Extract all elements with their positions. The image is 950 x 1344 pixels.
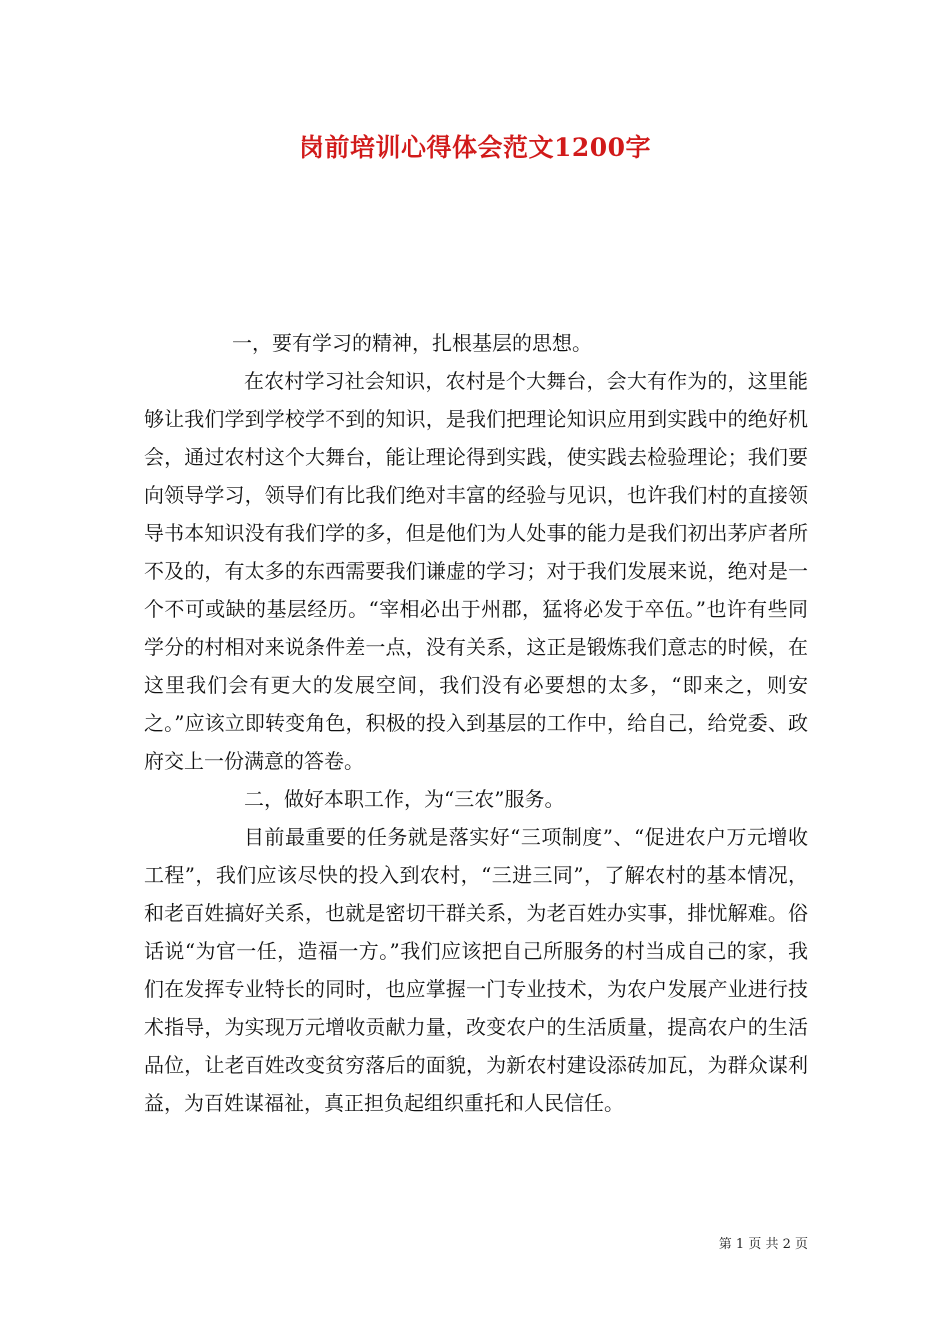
section-paragraph-2: 目前最重要的任务就是落实好“三项制度”、“促进农户万元增收工程”，我们应该尽快的投入到农村，“三进三同”，了解农村的基本情况，和老百姓搞好关系，也就是密切干群关系，为老百姓办实事，排忧解难。俗话说“为官一任，造福一方。”我们应该把自己所服务的村当成自己的家，我们在发挥专业特长的同时，也应掌握一门专业技术，为农户发展产业进行技术指导，为实现万元增收贡献力量，改变农户的生活质量，提高农户的生活品位，让老百姓改变贫穷落后的面貌，为新农村建设添砖加瓦，为群众谋利益，为百姓谋福祉，真正担负起组织重托和人民信任。 [144, 825, 808, 1115]
section-heading-1: 一，要有学习的精神，扎根基层的思想。 [232, 331, 592, 355]
section-paragraph-1: 在农村学习社会知识，农村是个大舞台，会大有作为的，这里能够让我们学到学校学不到的知识，是我们把理论知识应用到实践中的绝好机会，通过农村这个大舞台，能让理论得到实践，使实践去检验理论；我们要向领导学习，领导们有比我们绝对丰富的经验与见识，也许我们村的直接领导书本知识没有我们学的多，但是他们为人处事的能力是我们初出茅庐者所不及的，有太多的东西需要我们谦虚的学习；对于我们发展来说，绝对是一个不可或缺的基层经历。“宰相必出于州郡，猛将必发于卒伍。”也许有些同学分的村相对来说条件差一点，没有关系，这正是锻炼我们意志的时候，在这里我们会有更大的发展空间，我们没有必要想的太多，“即来之，则安之。”应该立即转变角色，积极的投入到基层的工作中，给自己，给党委、政府交上一份满意的答卷。 [144, 369, 808, 773]
section-heading-2: 二，做好本职工作，为“三农”服务。 [244, 787, 565, 811]
document-title: 岗前培训心得体会范文1200字 [298, 133, 652, 162]
page-number-footer: 第 1 页 共 2 页 [718, 1237, 808, 1252]
document-body [144, 324, 808, 1122]
